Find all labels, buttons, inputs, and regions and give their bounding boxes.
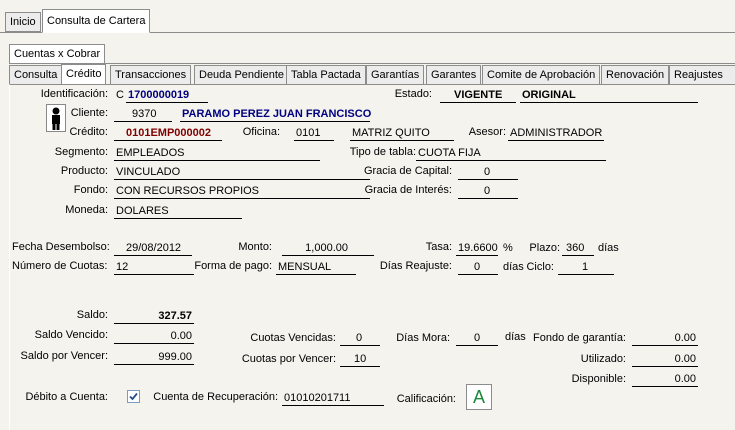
identificacion-label: Identificación: <box>40 88 108 100</box>
subtab-garantes[interactable]: Garantes <box>426 65 481 85</box>
estado-valor: VIGENTE <box>440 88 516 103</box>
utilizado-label: Utilizado: <box>580 353 626 365</box>
ciclo-label: Ciclo: <box>526 261 554 273</box>
dias-mora-valor: 0 <box>456 331 498 346</box>
oficina-codigo: 0101 <box>294 126 334 141</box>
subtab-reajustes[interactable]: Reajustes <box>669 65 735 85</box>
estado-label: Estado: <box>394 88 432 100</box>
subtab-garantias[interactable]: Garantías <box>366 65 424 85</box>
dias-reajuste-unidad: días <box>503 261 524 273</box>
cliente-nombre: PARAMO PEREZ JUAN FRANCISCO <box>182 108 372 120</box>
identificacion-valor: 1700000019 <box>126 88 208 103</box>
debito-label: Débito a Cuenta: <box>25 391 108 403</box>
calificacion-badge: A <box>466 384 492 410</box>
producto-label: Producto: <box>60 165 108 177</box>
plazo-label: Plazo: <box>529 242 560 254</box>
tipo-tabla-valor: CUOTA FIJA <box>416 146 606 161</box>
cuenta-recuperacion-valor: 01010201711 <box>282 391 384 406</box>
cliente-codigo: 9370 <box>114 107 172 122</box>
subtab-comite-aprobacion[interactable]: Comite de Aprobación <box>482 65 600 85</box>
estado-original: ORIGINAL <box>520 88 698 103</box>
saldo-valor: 327.57 <box>114 309 194 324</box>
calificacion-label: Calificación: <box>396 393 456 405</box>
saldo-label: Saldo: <box>76 309 108 321</box>
num-cuotas-valor: 12 <box>114 260 194 275</box>
credito-valor: 0101EMP000002 <box>114 126 222 141</box>
dias-mora-unidad: días <box>505 331 526 343</box>
disponible-label: Disponible: <box>571 373 626 385</box>
gracia-interes-label: Gracia de Interés: <box>364 184 452 196</box>
tasa-label: Tasa: <box>425 241 452 253</box>
ciclo-valor: 1 <box>558 260 614 275</box>
tab-cuentas-cobrar[interactable]: Cuentas x Cobrar <box>9 44 105 64</box>
dias-reajuste-valor: 0 <box>458 260 498 275</box>
tasa-valor: 19.6600 <box>458 242 498 254</box>
saldo-por-vencer-label: Saldo por Vencer: <box>20 350 108 362</box>
section-divider <box>9 63 735 64</box>
subtab-renovacion[interactable]: Renovación <box>601 65 669 85</box>
fondo-valor: CON RECURSOS PROPIOS <box>114 184 370 199</box>
gracia-capital-valor: 0 <box>458 165 518 180</box>
debito-checkbox[interactable] <box>127 390 140 403</box>
cliente-label: Cliente: <box>70 107 108 119</box>
forma-pago-label: Forma de pago: <box>194 260 272 272</box>
check-icon <box>128 391 139 402</box>
producto-valor: VINCULADO <box>114 165 370 180</box>
fecha-desembolso-valor: 29/08/2012 <box>114 241 192 256</box>
gracia-capital-label: Gracia de Capital: <box>363 165 452 177</box>
plazo-valor: 360 <box>562 241 594 256</box>
forma-pago-valor: MENSUAL <box>276 260 356 275</box>
saldo-vencido-label: Saldo Vencido: <box>34 329 108 341</box>
subtab-deuda-pendiente[interactable]: Deuda Pendiente <box>194 65 289 85</box>
subtab-transacciones[interactable]: Transacciones <box>110 65 191 85</box>
oficina-label: Oficina: <box>242 126 280 138</box>
cuotas-vencidas-label: Cuotas Vencidas: <box>250 332 336 344</box>
asesor-label: Asesor: <box>468 126 506 138</box>
tab-inicio[interactable]: Inicio <box>5 12 41 32</box>
credito-label: Crédito: <box>69 126 108 138</box>
gracia-interes-valor: 0 <box>458 184 518 199</box>
fondo-garantia-valor: 0.00 <box>632 331 698 346</box>
dias-reajuste-label: Días Reajuste: <box>379 260 452 272</box>
moneda-label: Moneda: <box>65 204 108 216</box>
subtab-credito[interactable]: Crédito <box>61 64 106 85</box>
moneda-valor: DOLARES <box>114 204 242 219</box>
asesor-valor: ADMINISTRADOR <box>510 127 603 139</box>
disponible-valor: 0.00 <box>632 372 698 387</box>
subtab-tabla-pactada[interactable]: Tabla Pactada <box>286 65 366 85</box>
oficina-nombre: MATRIZ QUITO <box>350 126 454 141</box>
tab-consulta-cartera[interactable]: Consulta de Cartera <box>42 9 150 33</box>
segmento-label: Segmento: <box>54 146 108 158</box>
monto-valor: 1,000.00 <box>282 241 374 256</box>
subtab-consulta[interactable]: Consulta <box>9 65 62 85</box>
cuotas-por-vencer-valor: 10 <box>340 352 380 367</box>
num-cuotas-label: Número de Cuotas: <box>12 260 108 272</box>
tipo-tabla-label: Tipo de tabla: <box>349 146 416 158</box>
fondo-label: Fondo: <box>73 184 108 196</box>
saldo-vencido-valor: 0.00 <box>114 329 194 344</box>
plazo-unidad: días <box>598 242 619 254</box>
saldo-por-vencer-valor: 999.00 <box>114 350 194 365</box>
utilizado-valor: 0.00 <box>632 352 698 367</box>
cuenta-recuperacion-label: Cuenta de Recuperación: <box>153 391 278 403</box>
segmento-valor: EMPLEADOS <box>114 146 320 161</box>
fondo-garantia-label: Fondo de garantía: <box>533 332 626 344</box>
cuotas-por-vencer-label: Cuotas por Vencer: <box>241 353 336 365</box>
identificacion-tipo: C <box>116 89 124 101</box>
monto-label: Monto: <box>238 241 272 253</box>
tasa-unidad: % <box>503 242 513 254</box>
fecha-desembolso-label: Fecha Desembolso: <box>12 241 110 253</box>
dias-mora-label: Días Mora: <box>396 332 450 344</box>
cuotas-vencidas-valor: 0 <box>340 331 380 346</box>
